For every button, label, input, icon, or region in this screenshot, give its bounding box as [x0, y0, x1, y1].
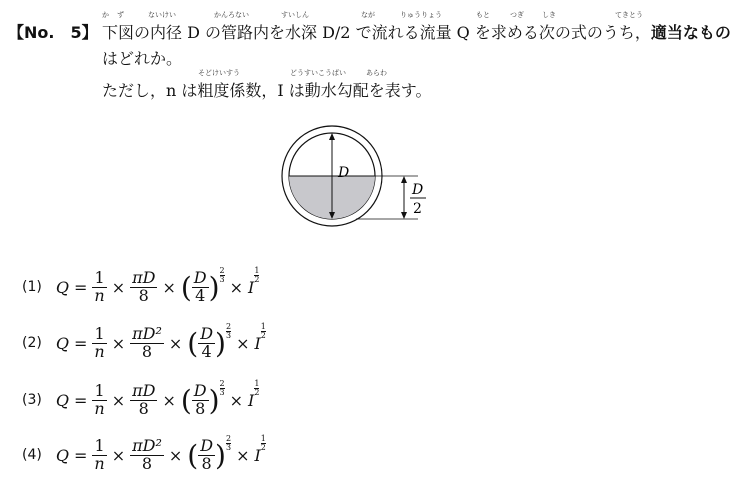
pipe-figure — [260, 120, 480, 240]
option-2[interactable] — [22, 321, 266, 361]
i-symbol: I — [254, 333, 261, 353]
ruby-dosuikobai: どうすいこうばい — [290, 69, 346, 77]
times-symbol: × — [162, 390, 176, 410]
equals-sign: = — [73, 277, 88, 297]
ruby-naikei: ないけい — [148, 11, 176, 19]
frac-num: πD² — [132, 436, 162, 455]
exponent-one-half — [261, 323, 266, 340]
frac-num: D — [193, 268, 207, 287]
question-number: 【No. 5】 — [8, 23, 98, 42]
exp-den: 2 — [254, 387, 260, 397]
question-line-1-text: 下図の内径 D の管路内を水深 D/2 で流れる流量 Q を求める次の式のうち， — [102, 23, 651, 42]
exp-den: 3 — [219, 274, 225, 284]
area-fraction — [130, 383, 157, 418]
ruby-tsugi: つぎ — [510, 11, 524, 19]
frac-den: n — [94, 285, 105, 305]
right-paren: ) — [215, 438, 226, 472]
exp-den: 2 — [260, 442, 266, 452]
area-fraction — [130, 270, 157, 305]
ruby-ryuryo: りゅうりょう — [400, 11, 442, 19]
depth-arrow-bottom — [401, 212, 407, 219]
exp-num: 2 — [219, 265, 225, 275]
exponent-two-thirds — [226, 323, 231, 340]
radius-fraction — [198, 438, 215, 473]
exp-den: 3 — [219, 387, 225, 397]
one-over-n — [92, 438, 106, 473]
exp-num: 2 — [225, 433, 232, 443]
frac-den: 8 — [141, 453, 153, 473]
diameter-label: D — [338, 165, 350, 181]
option-4[interactable] — [22, 433, 266, 473]
frac-den: n — [94, 341, 105, 361]
ruby-naga: なが — [361, 11, 375, 19]
frac-den: 8 — [138, 285, 149, 305]
exponent-two-thirds — [220, 380, 225, 397]
radius-fraction — [192, 383, 209, 418]
exp-den: 2 — [254, 274, 260, 284]
option-label: (3) — [22, 392, 42, 409]
ruby-sodokeisu: そどけいすう — [198, 69, 240, 77]
times-symbol: × — [168, 445, 183, 465]
right-paren: ) — [215, 326, 226, 360]
exp-den: 2 — [260, 330, 266, 340]
times-symbol: × — [229, 390, 244, 410]
left-paren: ( — [187, 438, 199, 472]
times-symbol: × — [236, 333, 250, 353]
one-over-n — [92, 326, 106, 361]
option-label: (1) — [22, 279, 42, 296]
frac-num: πD² — [132, 324, 162, 343]
depth-label-num: D — [412, 182, 424, 198]
exp-num: 1 — [260, 433, 266, 443]
i-symbol: I — [248, 390, 255, 410]
radius-fraction — [192, 270, 209, 305]
frac-num: D — [193, 381, 207, 400]
exponent-one-half — [261, 435, 266, 452]
exponent-one-half — [254, 380, 259, 397]
one-over-n — [92, 383, 106, 418]
right-paren: ) — [208, 270, 220, 304]
exp-num: 2 — [225, 321, 232, 331]
i-symbol: I — [248, 277, 255, 297]
option-1[interactable] — [22, 265, 260, 305]
ruby-ka: か — [102, 11, 109, 19]
exp-den: 3 — [225, 330, 232, 340]
i-symbol: I — [254, 445, 261, 465]
ruby-arawa: あらわ — [366, 69, 387, 77]
frac-den: 4 — [195, 285, 206, 305]
ruby-shiki: しき — [542, 11, 556, 19]
equals-sign: = — [73, 390, 88, 410]
question-line-2: はどれか。 — [102, 49, 183, 68]
ruby-kanronai: かんろない — [214, 11, 249, 19]
q-symbol: Q — [55, 277, 69, 297]
frac-den: 4 — [201, 341, 212, 361]
frac-num: 1 — [92, 326, 106, 344]
question-line-1 — [102, 20, 731, 43]
times-symbol: × — [162, 277, 176, 297]
one-over-n — [92, 270, 106, 305]
frac-num: πD — [132, 268, 156, 287]
option-3[interactable] — [22, 378, 260, 418]
frac-den: 8 — [195, 398, 206, 418]
ruby-zu: ず — [117, 11, 124, 19]
q-symbol: Q — [55, 333, 69, 353]
frac-den: 8 — [138, 398, 149, 418]
question-line-3: ただし，n は粗度係数，I は動水勾配を表す。 — [102, 81, 432, 100]
left-paren: ( — [180, 383, 192, 417]
times-symbol: × — [111, 277, 126, 297]
ruby-moto: もと — [476, 11, 490, 19]
frac-num: 1 — [92, 270, 106, 288]
times-symbol: × — [111, 333, 126, 353]
equals-sign: = — [73, 445, 88, 465]
area-fraction — [130, 326, 164, 361]
times-symbol: × — [111, 390, 126, 410]
frac-num: D — [200, 436, 214, 455]
right-paren: ) — [208, 383, 220, 417]
left-paren: ( — [180, 270, 192, 304]
frac-num: 1 — [92, 383, 106, 401]
area-fraction — [130, 438, 164, 473]
diameter-arrow-top — [329, 133, 335, 140]
ruby-suishin: すいしん — [281, 11, 309, 19]
exp-num: 1 — [260, 321, 266, 331]
frac-den: n — [94, 398, 105, 418]
times-symbol: × — [236, 445, 250, 465]
exp-den: 3 — [225, 442, 232, 452]
frac-num: D — [200, 324, 214, 343]
frac-den: 8 — [141, 341, 153, 361]
depth-label-den: 2 — [413, 201, 422, 217]
question-emphasis: 適当なもの — [650, 23, 731, 42]
exp-num: 1 — [254, 378, 260, 388]
equals-sign: = — [73, 333, 88, 353]
option-label: (4) — [22, 447, 42, 464]
frac-den: 8 — [201, 453, 212, 473]
ruby-tekito: てきとう — [615, 11, 643, 19]
exponent-two-thirds — [226, 435, 231, 452]
q-symbol: Q — [55, 390, 69, 410]
exponent-two-thirds — [220, 267, 225, 284]
radius-fraction — [198, 326, 215, 361]
left-paren: ( — [187, 326, 199, 360]
times-symbol: × — [168, 333, 183, 353]
exponent-one-half — [254, 267, 259, 284]
frac-num: 1 — [92, 438, 106, 456]
depth-arrow-top — [401, 176, 407, 183]
exp-num: 2 — [219, 378, 225, 388]
times-symbol: × — [229, 277, 244, 297]
option-label: (2) — [22, 335, 42, 352]
exp-num: 1 — [254, 265, 260, 275]
frac-num: πD — [132, 381, 156, 400]
times-symbol: × — [111, 445, 126, 465]
q-symbol: Q — [55, 445, 69, 465]
frac-den: n — [94, 453, 105, 473]
